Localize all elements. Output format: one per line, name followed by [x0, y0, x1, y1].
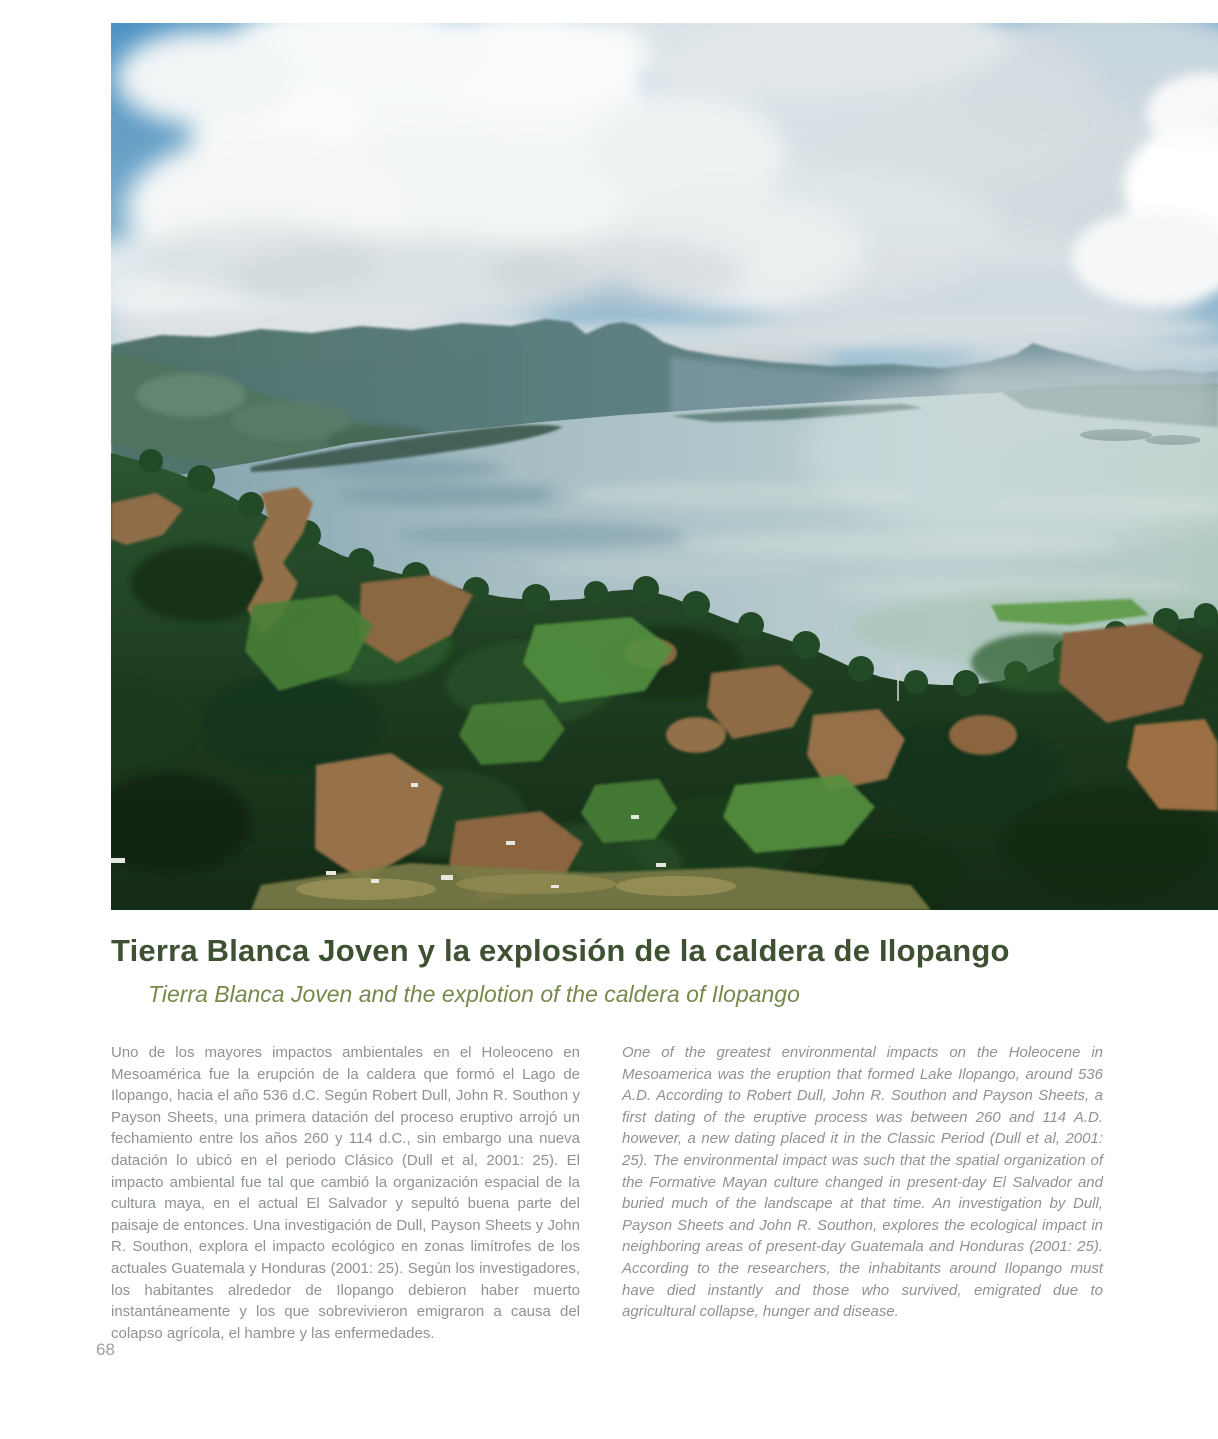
article-title: Tierra Blanca Joven y la explosión de la caldera de Ilopango [111, 933, 1010, 968]
lake-ilopango-photo [111, 23, 1218, 910]
article-body [111, 1042, 1103, 1344]
article-subtitle-english: Tierra Blanca Joven and the explotion of the caldera of Ilopango [148, 981, 800, 1007]
landscape-illustration [111, 23, 1218, 910]
body-text-spanish: Uno de los mayores impactos ambientales en el Holeoceno en Mesoamérica fue la erupción de la caldera que formó el Lago de Ilopango, hacia el año 536 d.C. Según Robert Dull, John R. Southon y Payson Sheets, una primera datación del proceso eruptivo arrojó un fechamiento entre los años 260 y 114 d.C., sin embargo una nueva datación lo ubicó en el periodo Clásico (Dull et al, 2001: 25). El impacto ambiental fue tal que cambió la organización espacial de la cultura maya, en el actual El Salvador y sepultó buena parte del paisaje de entonces. Una investigación de Dull, Payson Sheets y John R. Southon, explora el impacto ecológico en zonas limítrofes de los actuales Guatemala y Honduras (2001: 25). Según los investigadores, los habitantes alrededor de Ilopango debieron haber muerto instantáneamente y los que sobrevivieron emigraron a causa del colapso agrícola, el hambre y las enfermedades. [111, 1044, 580, 1342]
body-text-english: One of the greatest environmental impacts on the Holeocene in Mesoamerica was the eruption that formed Lake Ilopango, around 536 A.D. According to Robert Dull, John R. Southon and Payson Sheets, a first dating of the eruptive process was between 260 and 114 A.D. however, a new dating placed it in the Classic Period (Dull et al, 2001: 25). The environmental impact was such that the spatial organization of the Formative Mayan culture changed in present-day El Salvador and buried much of the landscape at that time. An investigation by Dull, Payson Sheets and John R. Southon, explores the ecological impact in neighboring areas of present-day Guatemala and Honduras (2001: 25). According to the researchers, the inhabitants around Ilopango must have died instantly and those who survived, emigrated due to agricultural collapse, hunger and disease. [622, 1044, 1103, 1321]
page-number: 68 [96, 1340, 115, 1359]
